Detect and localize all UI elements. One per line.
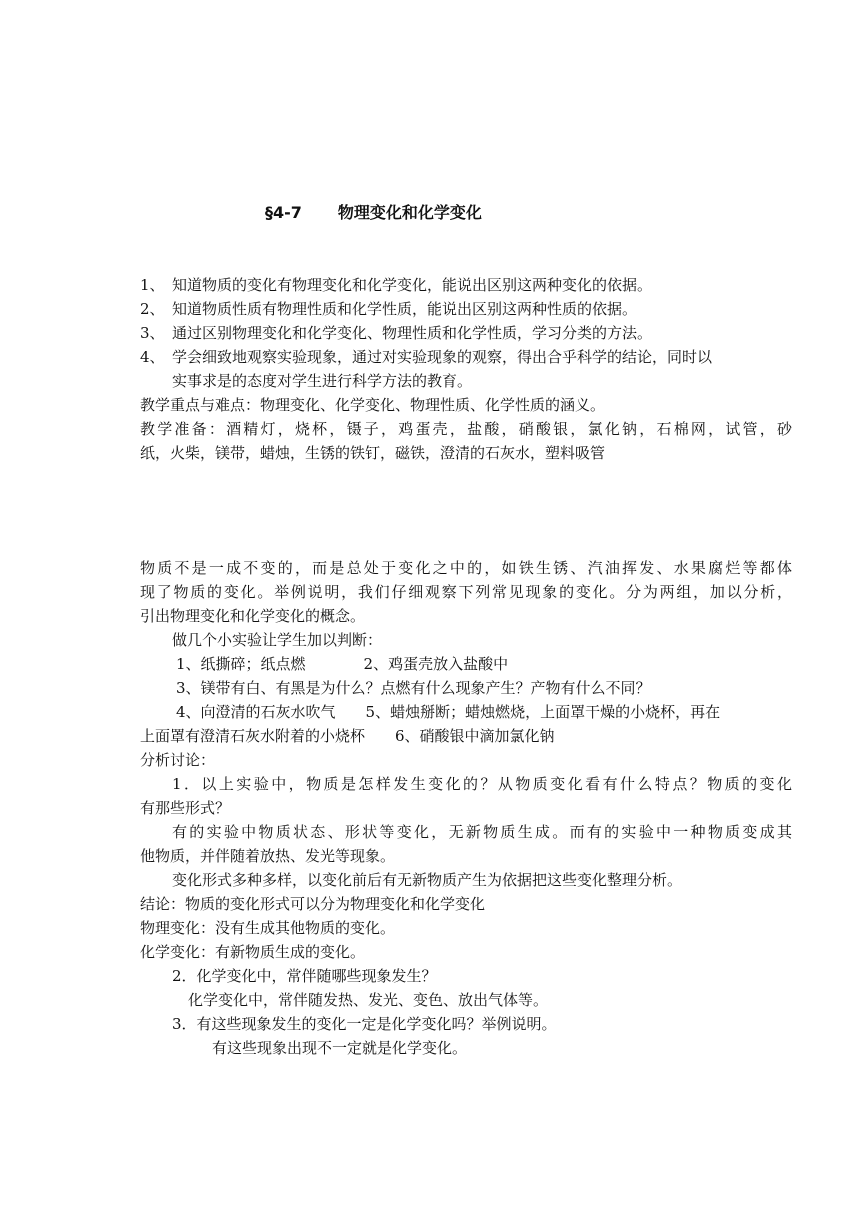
key-points: 教学重点与难点：物理变化、化学变化、物理性质、化学性质的涵义。	[140, 396, 606, 414]
analysis-label: 分析讨论：	[140, 751, 216, 769]
experiment-row	[140, 700, 792, 724]
experiments-intro: 做几个小实验让学生加以判断：	[172, 631, 383, 649]
answer-3: 有这些现象出现不一定就是化学变化。	[212, 1039, 468, 1057]
experiment-5-continued: 上面罩有澄清石灰水附着的小烧杯	[140, 727, 366, 745]
question-1-continued: 有那些形式？	[140, 799, 231, 817]
conclusion: 结论：物质的变化形式可以分为物理变化和化学变化	[140, 895, 486, 913]
experiment-row	[140, 652, 792, 676]
question-3: 3．有这些现象发生的变化一定是化学变化吗？举例说明。	[172, 1015, 557, 1033]
answer-2: 化学变化中，常伴随发热、发光、变色、放出气体等。	[188, 991, 549, 1009]
experiment-2: 2、鸡蛋壳放入盐酸中	[363, 655, 509, 673]
preparation-line: 教学准备：酒精灯，烧杯，镊子，鸡蛋壳，盐酸，硝酸银，氯化钠，石棉网，试管，砂	[140, 420, 792, 438]
experiment-6: 6、硝酸银中滴加氯化钠	[395, 727, 555, 745]
objective-item: 4、 学会细致地观察实验现象，通过对实验现象的观察，得出合乎科学的结论，同时以	[140, 348, 713, 366]
answer-1-summary: 变化形式多种多样，以变化前后有无新物质产生为依据把这些变化整理分析。	[172, 871, 683, 889]
physical-change-definition: 物理变化：没有生成其他物质的变化。	[140, 919, 396, 937]
question-2: 2．化学变化中，常伴随哪些现象发生？	[172, 967, 437, 985]
intro-line: 现了物质的变化。举例说明，我们仔细观察下列常见现象的变化。分为两组，加以分析，	[140, 583, 792, 601]
section-title: 物理变化和化学变化	[337, 203, 482, 222]
intro-line: 引出物理变化和化学变化的概念。	[140, 607, 366, 625]
page-title	[265, 200, 482, 223]
chemical-change-definition: 化学变化：有新物质生成的变化。	[140, 943, 366, 961]
objective-item: 3、 通过区别物理变化和化学变化、物理性质和化学性质，学习分类的方法。	[140, 324, 653, 342]
experiment-row	[140, 724, 792, 748]
experiment-5: 5、蜡烛掰断；蜡烛燃烧，上面罩干燥的小烧杯，再在	[365, 703, 721, 721]
answer-1-continued: 他物质，并伴随着放热、发光等现象。	[140, 847, 396, 865]
intro-line: 物质不是一成不变的，而是总处于变化之中的，如铁生锈、汽油挥发、水果腐烂等都体	[140, 559, 792, 577]
objective-item: 1、 知道物质的变化有物理变化和化学变化，能说出区别这两种变化的依据。	[140, 276, 653, 294]
experiment-3: 3、镁带有白、有黑是为什么？点燃有什么现象产生？产物有什么不同？	[176, 679, 651, 697]
objective-item-continued: 实事求是的态度对学生进行科学方法的教育。	[172, 372, 473, 390]
experiment-1: 1、纸撕碎；纸点燃	[176, 655, 306, 673]
section-number: §4-7	[265, 203, 302, 222]
experiment-4: 4、向澄清的石灰水吹气	[176, 703, 336, 721]
question-1: 1．以上实验中，物质是怎样发生变化的？从物质变化看有什么特点？物质的变化	[172, 775, 792, 793]
lesson-body	[140, 556, 792, 1060]
answer-1: 有的实验中物质状态、形状等变化，无新物质生成。而有的实验中一种物质变成其	[172, 823, 792, 841]
objective-item: 2、 知道物质性质有物理性质和化学性质，能说出区别这两种性质的依据。	[140, 300, 638, 318]
preparation-line: 纸，火柴，镁带，蜡烛，生锈的铁钉，磁铁，澄清的石灰水，塑料吸管	[140, 444, 606, 462]
objectives-list	[140, 273, 792, 465]
